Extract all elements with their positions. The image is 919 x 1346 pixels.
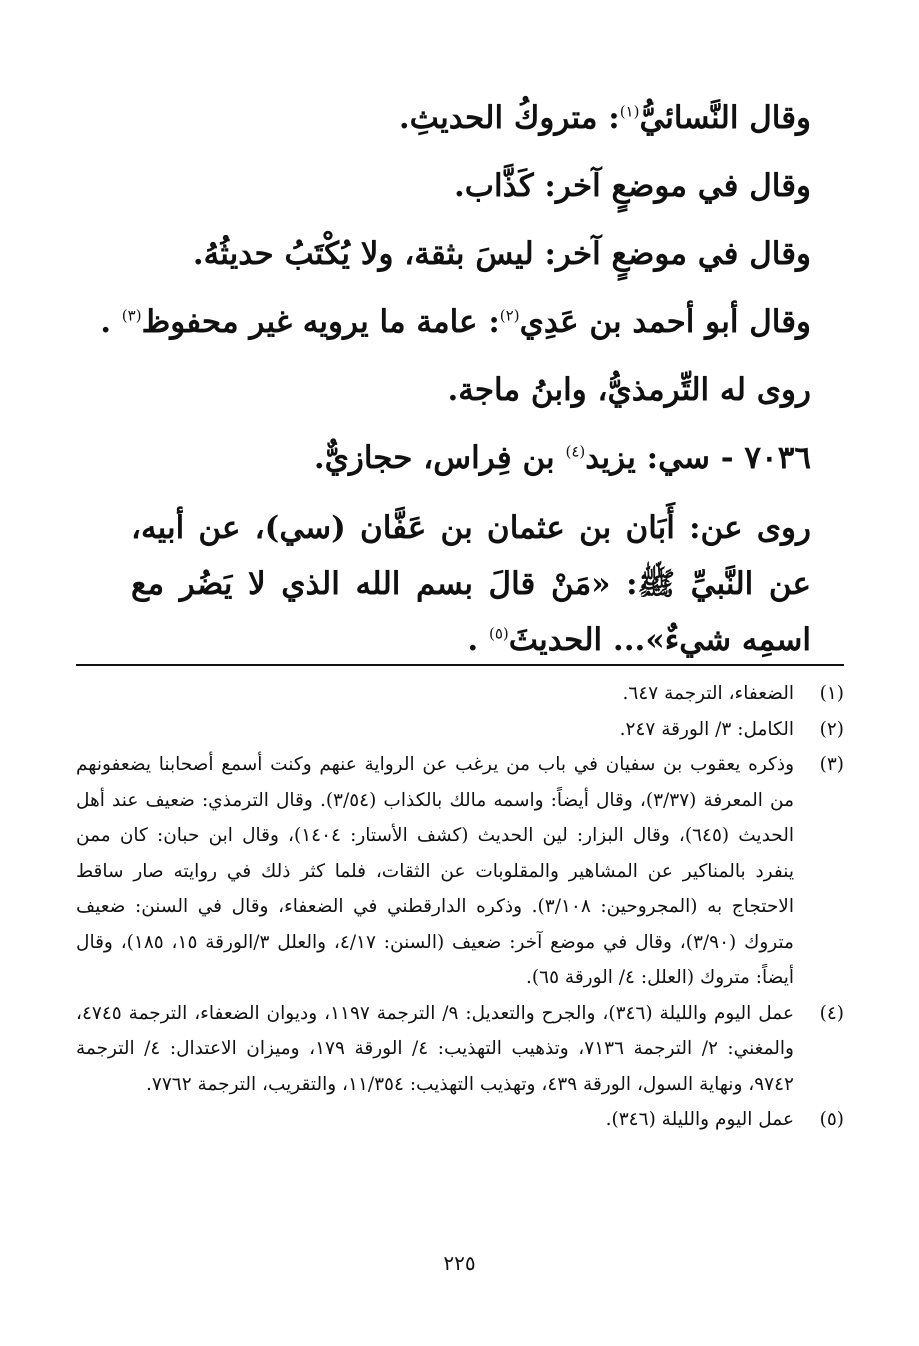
- footnote-number: (٥): [819, 1109, 844, 1130]
- text-line: وقال في موضعٍ آخر: كَذَّاب.: [454, 168, 811, 204]
- footnote-number: (٢): [819, 718, 844, 740]
- text-span: وقال أبو أحمد بن عَدِي: [519, 304, 811, 340]
- entry-heading: [131, 424, 811, 492]
- text-line: [131, 84, 811, 152]
- footnote-number: (٣): [819, 754, 844, 775]
- footnote-item: [76, 996, 844, 1103]
- text-span: : عامة ما يرويه غير محفوظ: [141, 304, 500, 340]
- main-text: [100, 84, 811, 668]
- footnote-number: (٤): [819, 1002, 844, 1024]
- text-span: .: [467, 622, 489, 658]
- footnote-item: [76, 712, 844, 748]
- text-span: بن فِراس، حجازيٌّ.: [313, 440, 566, 476]
- footnote-number: (١): [819, 683, 844, 704]
- text-span: وقال النَّسائيُّ: [639, 100, 811, 136]
- footnote-text: وذكره يعقوب بن سفيان في باب من يرغب عن الرواية عنهم وكنت أسمع أصحابنا يضعفونهم من المعرفة (٣/٣٧)، وقال أيضاً: واسمه مالك بالكذاب (٣/٥٤). وقال الترمذي: ضعيف عند أهل الحديث (٦٤٥)، وقال البزار: لين الحديث (كشف الأستار: ١٤٠٤)، وقال ابن حبان: كان ممن ينفرد بالمناكير عن المشاهير والمقلوبات عن الثقات، فلما كثر ذلك في روايته صار ساقط الاحتجاج به (المجروحين: ٣/١٠٨). وذكره الدارقطني في الضعفاء، وقال في السنن: ضعيف متروك (٣/٩٠)، وقال في موضع آخر: ضعيف (السنن: ٤/١٧، والعلل ٣/الورقة ١٥، ١٨٥)، وقال أيضاً: متروك (العلل: ٤/ الورقة ٦٥).: [76, 754, 795, 988]
- footnote-text: الكامل: ٣/ الورقة ٢٤٧.: [619, 718, 794, 740]
- footnote-ref: (٢): [499, 306, 520, 325]
- footnote-ref: (٤): [565, 442, 586, 461]
- text-paragraph: [131, 500, 811, 668]
- text-line: وقال في موضعٍ آخر: ليسَ بثقة، ولا يُكْتَبُ حديثُهُ.: [192, 236, 811, 272]
- footnote-text: عمل اليوم والليلة (٣٤٦).: [605, 1109, 794, 1130]
- footnote-ref: (٥): [488, 624, 509, 643]
- footnote-ref: (١): [619, 102, 640, 121]
- text-span: ٧٠٣٦ - سي: يزيد: [585, 440, 811, 476]
- text-span: .: [100, 304, 122, 340]
- text-span: روى عن: أَبَان بن عثمان بن عَفَّان (سي)، عن أبيه، عن النَّبيِّ ﷺ: «مَنْ قالَ بسم الله الذي لا يَضُر مع اسمِه شيءٌ»... الحديثَ: [131, 510, 811, 658]
- footnote-item: [76, 747, 844, 996]
- footnote-item: [76, 676, 844, 712]
- footnote-divider: [76, 664, 844, 666]
- page-number: ٢٢٥: [443, 1251, 476, 1275]
- footnote-item: [76, 1102, 844, 1138]
- text-line: روى له التِّرمذيُّ، وابنُ ماجة.: [447, 372, 811, 408]
- text-span: : متروكُ الحديثِ.: [398, 100, 620, 136]
- footnote-text: الضعفاء، الترجمة ٦٤٧.: [622, 683, 794, 704]
- text-line: [100, 288, 811, 356]
- footnotes: [76, 676, 844, 1138]
- footnote-text: عمل اليوم والليلة (٣٤٦)، والجرح والتعديل: ٩/ الترجمة ١١٩٧، وديوان الضعفاء، الترجمة ٤٧٤٥، والمغني: ٢/ الترجمة ٧١٣٦، وتذهيب التهذيب: ٤/ الورقة ١٧٩، وميزان الاعتدال: ٤/ الترجمة ٩٧٤٢، ونهاية السول، الورقة ٤٣٩، وتهذيب التهذيب: ١١/٣٥٤، والتقريب، الترجمة ٧٧٦٢.: [76, 1002, 794, 1095]
- footnote-ref: (٣): [121, 306, 142, 325]
